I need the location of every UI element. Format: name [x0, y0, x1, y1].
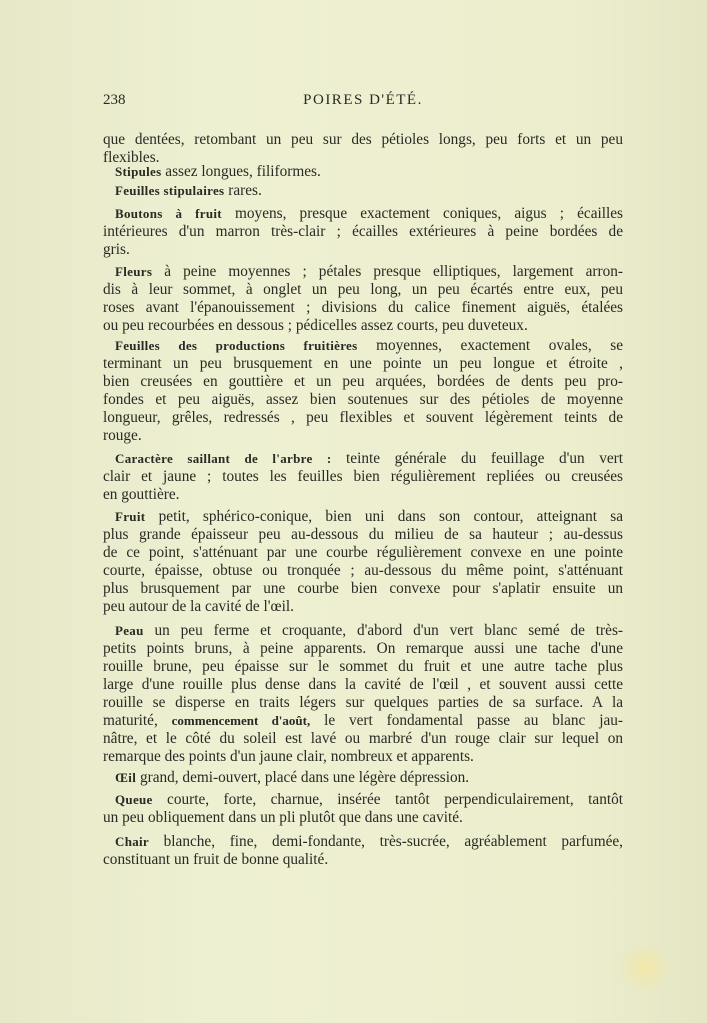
text-line: rouille se disperse en traits légers sur quelques parties de sa surface. A la — [103, 694, 623, 711]
text-line: longueur, grêles, redressés , peu flexibles et souvent légèrement teints de — [103, 409, 623, 426]
text-line: Fruit petit, sphérico-conique, bien uni dans son contour, atteignant sa — [115, 508, 623, 525]
text-line: un peu obliquement dans un pli plutôt que dans une cavité. — [103, 809, 463, 826]
paragraph-lead-term: Caractère saillant de l'arbre : — [115, 451, 332, 466]
paragraph — [103, 508, 623, 616]
text-line: dis à leur sommet, à onglet un peu long, un peu écartés entre eux, peu — [103, 281, 623, 298]
text-line: Peau un peu ferme et croquante, d'abord d'un vert blanc semé de très- — [115, 622, 623, 639]
text-line: rouille brune, peu épaisse sur le sommet du fruit et une autre tache plus — [103, 658, 623, 675]
paragraph — [103, 205, 623, 259]
paragraph — [103, 622, 623, 766]
paragraph — [103, 131, 623, 167]
paragraph-lead-term: Feuilles des productions fruitières — [115, 338, 358, 353]
text-line: flexibles. — [103, 149, 160, 166]
text-line: plus brusquement par une courbe bien convexe pour s'aplatir ensuite un — [103, 580, 623, 597]
paragraph-lead-term: Feuilles stipulaires — [115, 183, 225, 198]
paragraph-lead-term: Boutons à fruit — [115, 206, 222, 221]
paragraph — [103, 163, 623, 181]
text-line: clair et jaune ; toutes les feuilles bien régulièrement repliées ou creusées — [103, 468, 623, 485]
paper-stain — [615, 945, 675, 990]
paragraph — [103, 337, 623, 445]
page-header — [103, 92, 623, 112]
running-title: POIRES D'ÉTÉ. — [303, 92, 423, 108]
text-line: Feuilles stipulaires rares. — [115, 182, 262, 199]
paragraph-lead-term: Queue — [115, 792, 153, 807]
text-line: courte, épaisse, obtuse ou tronquée ; au-dessous du même point, s'atténuant — [103, 562, 623, 579]
page-number: 238 — [103, 92, 126, 108]
text-line: Caractère saillant de l'arbre : teinte générale du feuillage d'un vert — [115, 450, 623, 467]
paragraph-lead-term: Fruit — [115, 509, 146, 524]
text-line: Fleurs à peine moyennes ; pétales presque elliptiques, largement arron- — [115, 263, 623, 280]
text-line: que dentées, retombant un peu sur des pétioles longs, peu forts et un peu — [103, 131, 623, 148]
text-line: plus grande épaisseur peu au-dessous du milieu de sa hauteur ; au-dessus — [103, 526, 623, 543]
text-line: Feuilles des productions fruitières moyennes, exactement ovales, se — [115, 337, 624, 354]
text-line: nâtre, et le côté du soleil est lavé ou marbré d'un rouge clair sur lequel on — [103, 730, 623, 747]
paragraph-lead-term: Stipules — [115, 164, 162, 179]
paragraph — [103, 833, 623, 869]
text-line: roses avant l'épanouissement ; divisions du calice finement aiguës, étalées — [103, 299, 623, 316]
paragraph-lead-term: Chair — [115, 834, 149, 849]
text-line: ou peu recourbées en dessous ; pédicelles assez courts, peu duveteux. — [103, 317, 528, 334]
text-line: terminant un peu brusquement en une pointe un peu longue et étroite , — [103, 355, 623, 372]
text-line: gris. — [103, 241, 130, 258]
text-line: Boutons à fruit moyens, presque exactement coniques, aigus ; écailles — [115, 205, 623, 222]
text-line: de ce point, s'atténuant par une courbe régulièrement convexe en une pointe — [103, 544, 623, 561]
paragraph — [103, 182, 623, 200]
text-line: Chair blanche, fine, demi-fondante, très-sucrée, agréablement parfumée, — [115, 833, 623, 850]
text-line: petits points bruns, à peine apparents. On remarque aussi une tache d'une — [103, 640, 623, 657]
text-line: large d'une rouille plus dense dans la cavité de l'œil , et souvent aussi cette — [103, 676, 623, 693]
text-line: en gouttière. — [103, 486, 180, 503]
paragraph — [103, 450, 623, 504]
text-line: Œil grand, demi-ouvert, placé dans une légère dépression. — [115, 769, 470, 786]
paragraph-lead-term: Peau — [115, 623, 144, 638]
inline-bold-term: commencement d'août, — [171, 713, 311, 728]
text-line: peu autour de la cavité de l'œil. — [103, 598, 294, 615]
text-line: bien creusées en gouttière et un peu arquées, bordées de dents peu pro- — [103, 373, 623, 390]
text-line: fondes et peu aiguës, assez bien soutenues sur des pétioles de moyenne — [103, 391, 623, 408]
paragraph — [103, 263, 623, 335]
paragraph — [103, 769, 623, 787]
text-line: Stipules assez longues, filiformes. — [115, 163, 321, 180]
text-line: constituant un fruit de bonne qualité. — [103, 851, 329, 868]
paragraph-lead-term: Fleurs — [115, 264, 153, 279]
text-line: rouge. — [103, 427, 142, 444]
text-line: Queue courte, forte, charnue, insérée tantôt perpendiculairement, tantôt — [115, 791, 623, 808]
text-line: intérieures d'un marron très-clair ; écailles extérieures à peine bordées de — [103, 223, 623, 240]
text-line: remarque des points d'un jaune clair, nombreux et apparents. — [103, 748, 474, 765]
paragraph-lead-term: Œil — [115, 770, 137, 785]
text-line: maturité, commencement d'août, le vert fondamental passe au blanc jau- — [103, 712, 623, 729]
paragraph — [103, 791, 623, 827]
